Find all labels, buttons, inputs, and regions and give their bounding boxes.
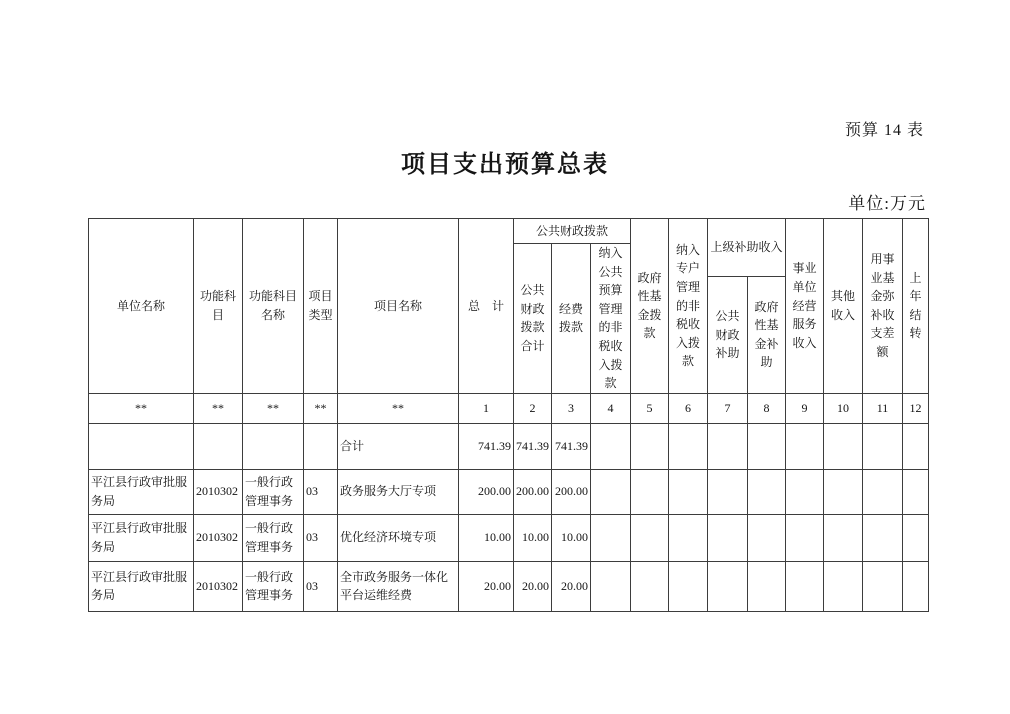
table-cell xyxy=(863,469,903,514)
header-public-finance-subsidy: 公共财政补助 xyxy=(708,276,748,393)
index-cell: ** xyxy=(243,393,304,423)
header-proj-name: 项目名称 xyxy=(338,219,459,394)
table-cell: 20.00 xyxy=(514,561,552,611)
table-cell xyxy=(708,514,748,561)
table-cell xyxy=(824,469,863,514)
table-cell: 741.39 xyxy=(552,423,591,469)
header-fund-offset: 用事业基金弥补收支差额 xyxy=(863,219,903,394)
table-cell xyxy=(863,423,903,469)
table-cell: 平江县行政审批服务局 xyxy=(89,514,194,561)
header-unit-name: 单位名称 xyxy=(89,219,194,394)
header-public-finance-sum: 公共财政拨款合计 xyxy=(514,244,552,394)
table-cell: 2010302 xyxy=(194,561,243,611)
table-cell: 全市政务服务一体化平台运维经费 xyxy=(338,561,459,611)
table-cell xyxy=(748,469,786,514)
table-cell xyxy=(631,561,669,611)
index-cell: 3 xyxy=(552,393,591,423)
index-cell: 2 xyxy=(514,393,552,423)
index-row xyxy=(89,393,929,423)
header-expense-alloc: 经费拨款 xyxy=(552,244,591,394)
table-cell xyxy=(903,514,929,561)
table-cell xyxy=(631,423,669,469)
table-cell: 一般行政管理事务 xyxy=(243,469,304,514)
table-cell xyxy=(669,514,708,561)
index-cell: ** xyxy=(338,393,459,423)
header-func-name: 功能科目名称 xyxy=(243,219,304,394)
table-cell xyxy=(631,514,669,561)
index-cell: 5 xyxy=(631,393,669,423)
table-cell: 03 xyxy=(304,561,338,611)
table-row xyxy=(89,469,929,514)
budget-table xyxy=(88,218,929,612)
index-cell: 4 xyxy=(591,393,631,423)
table-cell xyxy=(748,514,786,561)
table-cell xyxy=(863,561,903,611)
table-cell xyxy=(824,561,863,611)
table-cell: 10.00 xyxy=(514,514,552,561)
table-cell xyxy=(824,423,863,469)
header-total: 总 计 xyxy=(459,219,514,394)
table-cell xyxy=(748,423,786,469)
table-cell xyxy=(708,423,748,469)
table-cell: 741.39 xyxy=(514,423,552,469)
table-cell xyxy=(824,514,863,561)
table-cell: 合计 xyxy=(338,423,459,469)
table-cell: 平江县行政审批服务局 xyxy=(89,561,194,611)
index-cell: 12 xyxy=(903,393,929,423)
table-cell xyxy=(194,423,243,469)
header-public-finance-group: 公共财政拨款 xyxy=(514,219,631,244)
table-cell xyxy=(708,469,748,514)
index-cell: 9 xyxy=(786,393,824,423)
page-title: 项目支出预算总表 xyxy=(401,151,609,178)
table-cell xyxy=(786,514,824,561)
table-cell: 20.00 xyxy=(459,561,514,611)
table-cell xyxy=(591,561,631,611)
table-cell xyxy=(903,423,929,469)
header-superior-subsidy-group: 上级补助收入 xyxy=(708,219,786,277)
table-cell xyxy=(786,423,824,469)
table-cell xyxy=(591,469,631,514)
table-cell xyxy=(903,561,929,611)
table-cell xyxy=(89,423,194,469)
table-cell xyxy=(243,423,304,469)
table-cell: 200.00 xyxy=(514,469,552,514)
table-cell: 政务服务大厅专项 xyxy=(338,469,459,514)
table-row xyxy=(89,514,929,561)
table-cell: 2010302 xyxy=(194,514,243,561)
table-cell xyxy=(669,469,708,514)
table-cell: 03 xyxy=(304,514,338,561)
header-prev-year-carryover: 上年结转 xyxy=(903,219,929,394)
table-cell: 200.00 xyxy=(552,469,591,514)
table-cell: 2010302 xyxy=(194,469,243,514)
table-cell xyxy=(786,469,824,514)
header-nontax-special-account: 纳入专户管理的非税收入拨款 xyxy=(669,219,708,394)
table-cell xyxy=(591,514,631,561)
table-cell xyxy=(304,423,338,469)
table-cell: 10.00 xyxy=(459,514,514,561)
table-cell xyxy=(786,561,824,611)
table-cell: 优化经济环境专项 xyxy=(338,514,459,561)
table-cell: 平江县行政审批服务局 xyxy=(89,469,194,514)
table-cell: 741.39 xyxy=(459,423,514,469)
table-cell: 200.00 xyxy=(459,469,514,514)
header-gov-fund-alloc: 政府性基金拨款 xyxy=(631,219,669,394)
table-cell: 10.00 xyxy=(552,514,591,561)
index-cell: 6 xyxy=(669,393,708,423)
header-proj-type: 项目类型 xyxy=(304,219,338,394)
header-row-top xyxy=(89,219,929,244)
index-cell: ** xyxy=(89,393,194,423)
index-cell: 8 xyxy=(748,393,786,423)
table-cell: 一般行政管理事务 xyxy=(243,561,304,611)
table-row xyxy=(89,423,929,469)
table-row xyxy=(89,561,929,611)
header-nontax-public-budget: 纳入公共预算管理的非税收入拨款 xyxy=(591,244,631,394)
table-cell xyxy=(669,423,708,469)
unit-label: 单位:万元 xyxy=(848,194,926,213)
index-cell: 10 xyxy=(824,393,863,423)
table-cell xyxy=(669,561,708,611)
table-cell xyxy=(708,561,748,611)
index-cell: ** xyxy=(304,393,338,423)
index-cell: 11 xyxy=(863,393,903,423)
index-cell: ** xyxy=(194,393,243,423)
header-business-service-income: 事业单位经营服务收入 xyxy=(786,219,824,394)
table-cell: 一般行政管理事务 xyxy=(243,514,304,561)
header-gov-fund-subsidy: 政府性基金补助 xyxy=(748,276,786,393)
sheet-label: 预算 14 表 xyxy=(844,122,924,139)
table-cell xyxy=(863,514,903,561)
index-cell: 7 xyxy=(708,393,748,423)
table-cell xyxy=(591,423,631,469)
header-other-income: 其他收入 xyxy=(824,219,863,394)
table-cell xyxy=(631,469,669,514)
table-cell: 20.00 xyxy=(552,561,591,611)
table-cell xyxy=(903,469,929,514)
table-cell: 03 xyxy=(304,469,338,514)
header-func-code: 功能科目 xyxy=(194,219,243,394)
index-cell: 1 xyxy=(459,393,514,423)
table-cell xyxy=(748,561,786,611)
